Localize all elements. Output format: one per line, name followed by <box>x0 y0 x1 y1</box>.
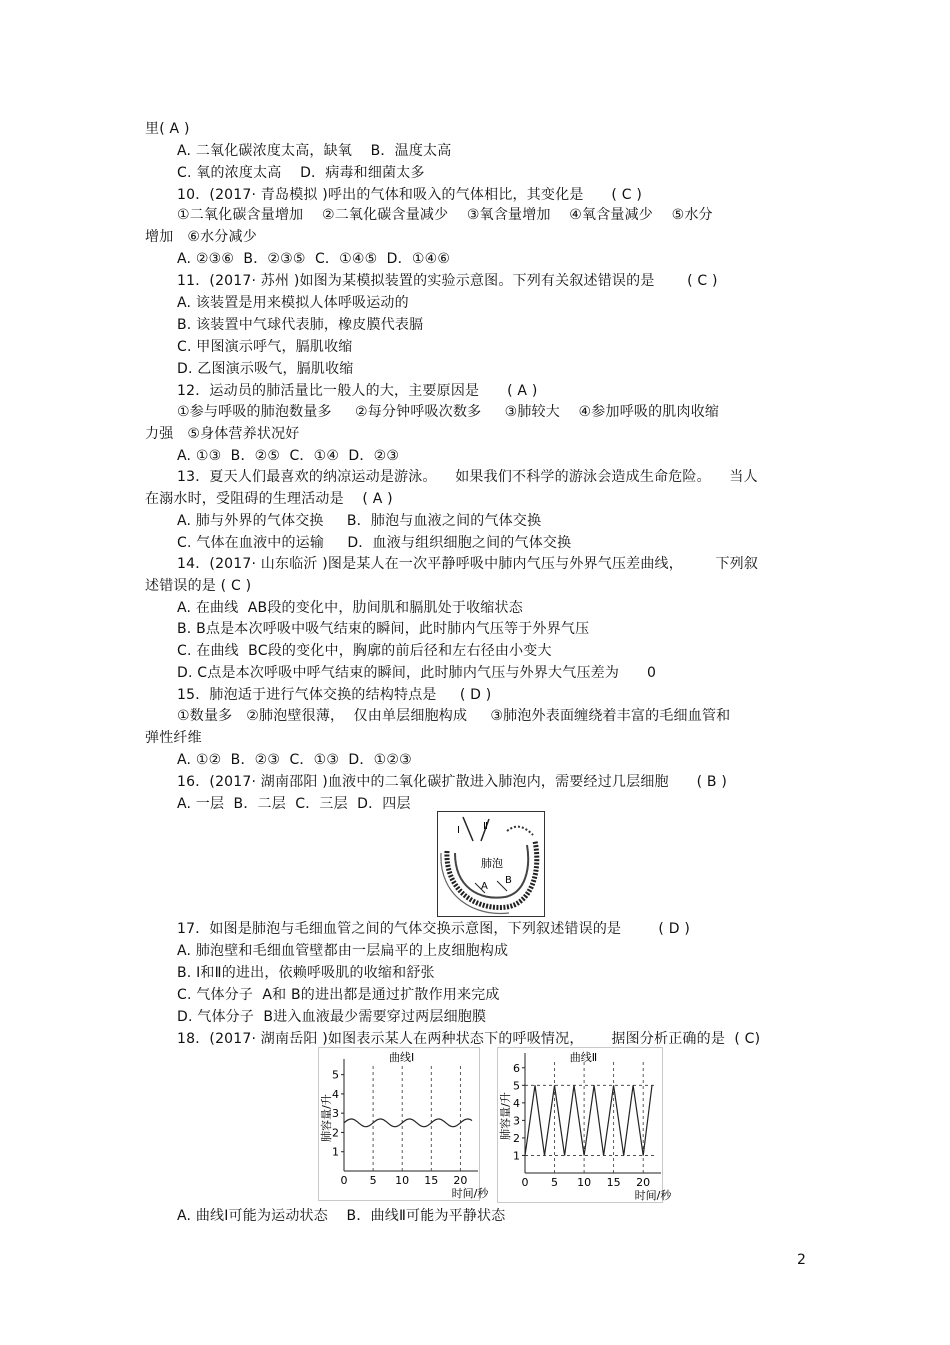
text-line: B. Ⅰ和Ⅱ的进出，依赖呼吸肌的收缩和舒张 <box>177 965 435 981</box>
text-line: A. 肺与外界的气体交换 B．肺泡与血液之间的气体交换 <box>177 513 542 529</box>
y-tick-label: 5 <box>332 1068 339 1082</box>
text-line: A. ①② B．②③ C．①③ D．①②③ <box>177 752 412 768</box>
text-line: C. 氧的浓度太高 D．病毒和细菌太多 <box>177 165 425 181</box>
text-line: ①数量多 ②肺泡壁很薄， 仅由单层细胞构成 ③肺泡外表面缠绕着丰富的毛细血管和 <box>177 708 731 724</box>
text-line: A. ②③⑥ B．②③⑤ C．①④⑤ D．①④⑥ <box>177 251 451 267</box>
text-line: C. 气体在血液中的运输 D．血液与组织细胞之间的气体交换 <box>177 535 572 551</box>
y-tick-label: 5 <box>513 1079 520 1093</box>
text-line: A. 肺泡壁和毛细血管壁都由一层扁平的上皮细胞构成 <box>177 943 509 959</box>
text-line: 10．(2017· 青岛模拟 )呼出的气体和吸入的气体相比，其变化是 ( C ) <box>177 187 643 203</box>
text-line: ①参与呼吸的肺泡数量多 ②每分钟呼吸次数多 ③肺较大 ④参加呼吸的肌肉收缩 <box>177 404 720 420</box>
x-tick-label: 0 <box>521 1176 529 1189</box>
chart-curve-1-svg <box>318 1047 489 1201</box>
text-line: D. C点是本次呼吸中呼气结束的瞬间，此时肺内气压与外界大气压差为 0 <box>177 665 657 681</box>
text-line: D. 乙图演示吸气，膈肌收缩 <box>177 361 354 377</box>
text-line: 14．(2017· 山东临沂 )图是某人在一次平静呼吸中肺内气压与外界气压差曲线， 下列叙 <box>177 556 759 572</box>
y-tick-label: 6 <box>513 1061 520 1075</box>
text-line: B. 该装置中气球代表肺，橡皮膜代表膈 <box>177 317 424 333</box>
text-line: 弹性纤维 <box>145 730 202 746</box>
text-line: 里( A ) <box>145 121 190 137</box>
text-line: 16．(2017· 湖南邵阳 )血液中的二氧化碳扩散进入肺泡内，需要经过几层细胞 ( B ) <box>177 774 728 790</box>
x-tick-label: 20 <box>453 1174 468 1187</box>
y-tick-label: 1 <box>332 1145 339 1159</box>
series-line <box>525 1085 652 1155</box>
text-line: 述错误的是 ( C ) <box>145 578 252 594</box>
text-line: 12．运动员的肺活量比一般人的大，主要原因是 ( A ) <box>177 383 538 399</box>
alveolus-diagram <box>437 811 545 917</box>
text-line: ①二氧化碳含量增加 ②二氧化碳含量减少 ③氧含量增加 ④氧含量减少 ⑤水分 <box>177 207 713 223</box>
y-axis-label: 肺容量/升 <box>499 1092 512 1140</box>
x-axis-label: 时间/秒 <box>634 1189 672 1202</box>
chart-title: 曲线Ⅱ <box>569 1051 598 1064</box>
label-alveolus: 肺泡 <box>481 857 503 870</box>
page-number: 2 <box>797 1252 806 1268</box>
chart-curve-2 <box>497 1047 672 1203</box>
x-tick-label: 15 <box>424 1174 439 1187</box>
x-tick-label: 5 <box>551 1176 559 1189</box>
y-tick-label: 4 <box>332 1087 339 1101</box>
x-tick-label: 20 <box>636 1176 651 1189</box>
text-line: 在溺水时，受阻碍的生理活动是 ( A ) <box>145 491 393 507</box>
text-line: C. 气体分子 A和 B的进出都是通过扩散作用来完成 <box>177 987 500 1003</box>
y-tick-label: 1 <box>513 1149 520 1163</box>
label-I: Ⅰ <box>457 825 460 836</box>
text-line: 15．肺泡适于进行气体交换的结构特点是 ( D ) <box>177 687 492 703</box>
text-line: 13．夏天人们最喜欢的纳凉运动是游泳。 如果我们不科学的游泳会造成生命危险。 当人 <box>177 469 758 485</box>
x-axis-label: 时间/秒 <box>451 1187 489 1200</box>
text-line: 增加 ⑥水分减少 <box>145 229 257 245</box>
text-line: 18．(2017· 湖南岳阳 )如图表示某人在两种状态下的呼吸情况， 据图分析正确的是 ( C) <box>177 1031 761 1047</box>
y-tick-label: 3 <box>332 1107 339 1121</box>
chart-curve-2-svg <box>497 1047 672 1203</box>
text-line: A. 在曲线 AB段的变化中，肋间肌和膈肌处于收缩状态 <box>177 600 523 616</box>
text-line: A. 二氧化碳浓度太高，缺氧 B．温度太高 <box>177 143 452 159</box>
text-line: C. 在曲线 BC段的变化中，胸廓的前后径和左右径由小变大 <box>177 643 552 659</box>
chart-title: 曲线Ⅰ <box>388 1051 415 1064</box>
x-tick-label: 10 <box>395 1174 410 1187</box>
text-line: 17．如图是肺泡与毛细血管之间的气体交换示意图，下列叙述错误的是 ( D ) <box>177 921 691 937</box>
text-line: A. 该装置是用来模拟人体呼吸运动的 <box>177 295 409 311</box>
label-II: Ⅱ <box>483 821 488 832</box>
text-line: B. B点是本次呼吸中吸气结束的瞬间，此时肺内气压等于外界气压 <box>177 621 590 637</box>
y-axis-label: 肺容量/升 <box>320 1094 333 1142</box>
y-tick-label: 3 <box>513 1114 520 1128</box>
text-line: D. 气体分子 B进入血液最少需要穿过两层细胞膜 <box>177 1009 487 1025</box>
label-B: B <box>505 875 512 886</box>
label-A: A <box>481 881 488 892</box>
text-line: 11．(2017· 苏州 )如图为某模拟装置的实验示意图。下列有关叙述错误的是 ( C ) <box>177 273 718 289</box>
x-tick-label: 10 <box>577 1176 592 1189</box>
series-line <box>344 1119 472 1127</box>
x-tick-label: 0 <box>340 1174 348 1187</box>
x-tick-label: 15 <box>606 1176 621 1189</box>
text-line: C. 甲图演示呼气，膈肌收缩 <box>177 339 353 355</box>
y-tick-label: 2 <box>513 1131 520 1145</box>
alveolus-figure <box>437 811 545 917</box>
text-line: A. 曲线Ⅰ可能为运动状态 B．曲线Ⅱ可能为平静状态 <box>177 1208 506 1224</box>
chart-curve-1 <box>318 1047 489 1201</box>
text-line: A. ①③ B．②⑤ C．①④ D．②③ <box>177 448 400 464</box>
x-tick-label: 5 <box>369 1174 377 1187</box>
y-tick-label: 2 <box>332 1126 339 1140</box>
text-line: A. 一层 B．二层 C．三层 D．四层 <box>177 796 411 812</box>
y-tick-label: 4 <box>513 1096 520 1110</box>
text-line: 力强 ⑤身体营养状况好 <box>145 426 300 442</box>
